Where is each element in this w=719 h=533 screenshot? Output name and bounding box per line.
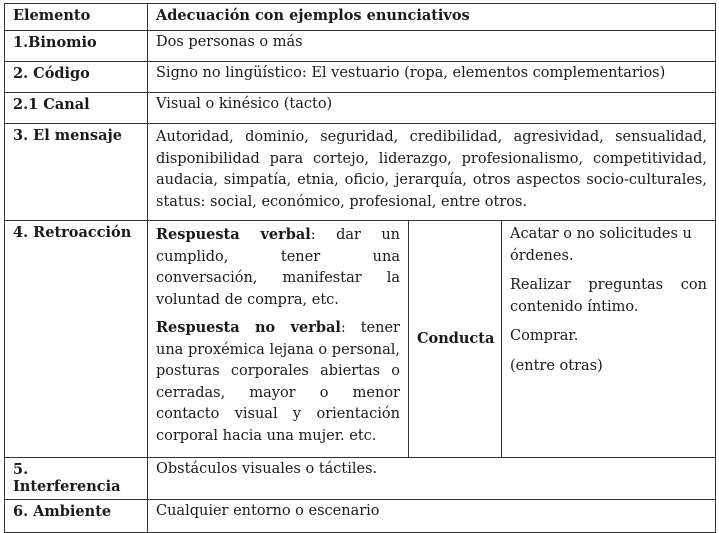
conducta-item: Acatar o no solicitudes u órdenes. [510,226,692,264]
conducta-item: Realizar preguntas con contenido íntimo. [510,277,707,315]
conducta-item: (entre otras) [510,357,603,374]
respuesta-verbal-title: Respuesta verbal [156,226,311,243]
table-row-retroaccion [5,221,716,458]
conducta-item: Comprar. [510,328,579,344]
respuesta-no-verbal-title: Respuesta no verbal [156,319,341,336]
header-adecuacion: Adecuación con ejemplos enunciativos [148,4,716,31]
respuesta-no-verbal [156,317,400,447]
respuestas-cell [148,221,409,458]
row-text: Visual o kinésico (tacto) [148,93,716,124]
row-text: Cualquier entorno o escenario [148,500,716,533]
communication-elements-table [4,3,716,533]
conducta-label: Conducta [409,221,502,458]
table-row [5,500,716,533]
table-row [5,124,716,221]
row-label: 1.Binomio [5,31,148,62]
table-row [5,31,716,62]
table-row [5,93,716,124]
row-label: 4. Retroacción [5,221,148,458]
header-elemento: Elemento [5,4,148,31]
row-text: Obstáculos visuales o táctiles. [148,458,716,500]
respuesta-no-verbal-text: : tener una proxémica lejana o personal, posturas corporales abiertas o cerradas, mayor o menor contacto visual y orientación corporal hacia una mujer. etc. [156,320,400,444]
row-text: Autoridad, dominio, seguridad, credibilidad, agresividad, sensualidad, disponibilidad para cortejo, liderazgo, profesionalismo, competitividad, audacia, simpatía, etnia, oficio, jerarquía, otros aspectos socio-culturales, status: social, económico, profesional, entre otros. [148,124,716,221]
row-text: Signo no lingüístico: El vestuario (ropa, elementos complementarios) [148,62,716,93]
row-text: Dos personas o más [148,31,716,62]
respuesta-verbal-text: : dar un cumplido, tener una conversación, manifestar la voluntad de compra, etc. [156,227,401,308]
table-row [5,458,716,500]
row-label: 2.1 Canal [5,93,148,124]
row-label: 2. Código [5,62,148,93]
respuesta-verbal [156,224,400,311]
table-row [5,62,716,93]
row-label: 3. El mensaje [5,124,148,221]
conducta-list [502,221,716,458]
row-label: 5. Interferencia [5,458,148,500]
table-header-row [5,4,716,31]
row-label: 6. Ambiente [5,500,148,533]
